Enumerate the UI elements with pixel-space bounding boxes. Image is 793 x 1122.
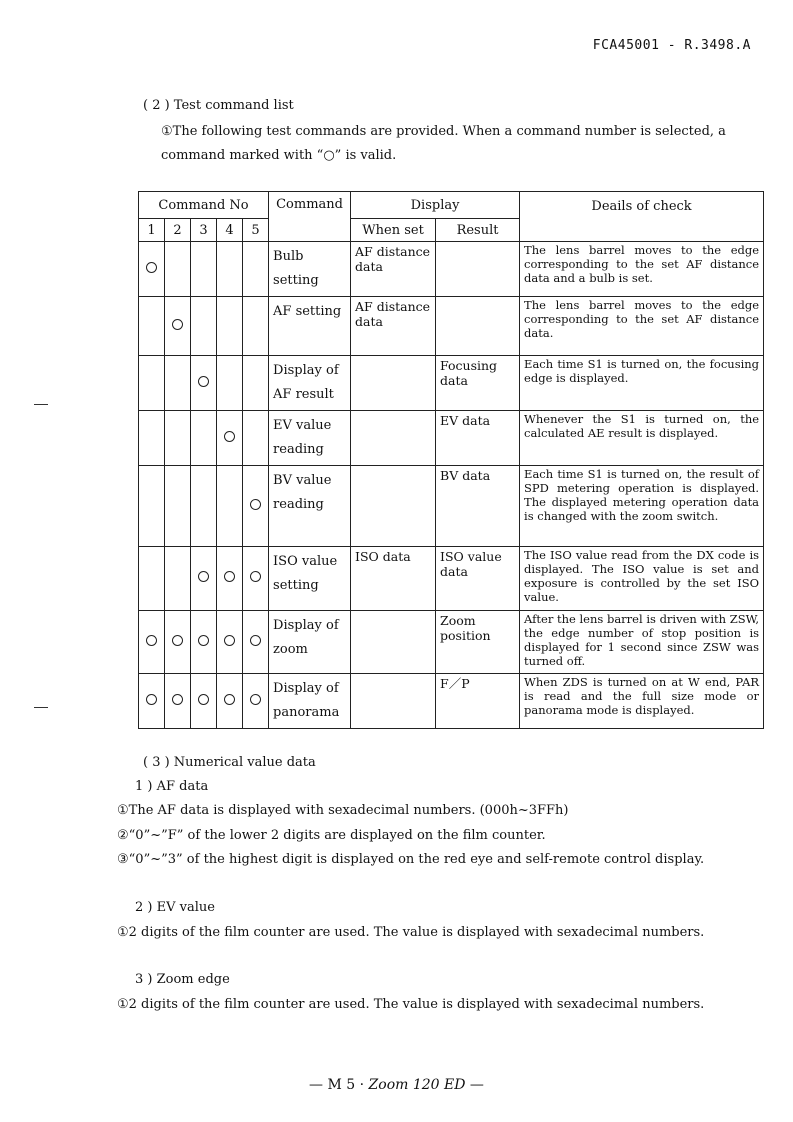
header-num-4: 4 <box>217 219 243 242</box>
table-row <box>139 356 764 411</box>
command-no-cell-1 <box>139 242 165 297</box>
valid-mark-circle <box>250 499 261 510</box>
check-details: After the lens barrel is driven with ZSW, the edge number of stop position is displayed for 1 second since ZSW was turned off. <box>520 611 764 674</box>
section-2-title: ( 2 ) Test command list <box>143 98 294 113</box>
command-no-cell-5 <box>243 242 269 297</box>
when-set-value: AF distance data <box>351 242 436 297</box>
test-command-table <box>138 191 764 729</box>
header-num-1: 1 <box>139 219 165 242</box>
valid-mark-circle <box>250 694 261 705</box>
check-details: Whenever the S1 is turned on, the calculated AE result is displayed. <box>520 411 764 466</box>
valid-mark-circle <box>250 635 261 646</box>
command-name: Bulb setting <box>269 242 351 297</box>
command-no-cell-2 <box>165 611 191 674</box>
when-set-value <box>351 611 436 674</box>
command-no-cell-2 <box>165 356 191 411</box>
command-no-cell-5 <box>243 411 269 466</box>
command-no-cell-5 <box>243 466 269 547</box>
command-no-cell-2 <box>165 411 191 466</box>
command-no-cell-4 <box>217 674 243 729</box>
when-set-value <box>351 466 436 547</box>
command-no-cell-4 <box>217 547 243 611</box>
command-name: Display of AF result <box>269 356 351 411</box>
command-no-cell-3 <box>191 356 217 411</box>
valid-mark-circle <box>224 571 235 582</box>
when-set-value <box>351 356 436 411</box>
check-details: Each time S1 is turned on, the focusing edge is displayed. <box>520 356 764 411</box>
header-command: Command <box>269 192 351 242</box>
header-result: Result <box>436 219 520 242</box>
result-value <box>436 297 520 356</box>
valid-mark-circle <box>146 694 157 705</box>
check-details: The ISO value read from the DX code is displayed. The ISO value is set and exposure is controlled by the set ISO value. <box>520 547 764 611</box>
command-no-cell-1 <box>139 297 165 356</box>
valid-mark-circle <box>198 376 209 387</box>
af-data-item-1: ①The AF data is displayed with sexadecimal numbers. (000h~3FFh) <box>117 803 569 818</box>
table-row <box>139 411 764 466</box>
command-no-cell-5 <box>243 611 269 674</box>
when-set-value: AF distance data <box>351 297 436 356</box>
result-value: EV data <box>436 411 520 466</box>
command-no-cell-3 <box>191 674 217 729</box>
intro-line-2: command marked with “○” is valid. <box>161 148 397 163</box>
command-no-cell-5 <box>243 547 269 611</box>
command-no-cell-3 <box>191 297 217 356</box>
command-no-cell-4 <box>217 411 243 466</box>
when-set-value <box>351 411 436 466</box>
zoom-edge-item: ①2 digits of the film counter are used. The value is displayed with sexadecimal numbers. <box>117 997 705 1012</box>
result-value: ISO value data <box>436 547 520 611</box>
command-name: EV value reading <box>269 411 351 466</box>
valid-mark-circle <box>146 262 157 273</box>
zoom-edge-title: 3 ) Zoom edge <box>135 972 230 987</box>
check-details: When ZDS is turned on at W end, PAR is read and the full size mode or panorama mode is displayed. <box>520 674 764 729</box>
af-data-item-3: ③“0”~”3” of the highest digit is displayed on the red eye and self-remote control display. <box>117 852 705 867</box>
check-details: Each time S1 is turned on, the result of SPD metering operation is displayed. The displayed metering operation data is changed with the zoom switch. <box>520 466 764 547</box>
valid-mark-circle <box>224 694 235 705</box>
command-no-cell-3 <box>191 547 217 611</box>
valid-mark-circle <box>198 571 209 582</box>
command-no-cell-4 <box>217 297 243 356</box>
command-no-cell-1 <box>139 411 165 466</box>
table-row <box>139 674 764 729</box>
header-num-5: 5 <box>243 219 269 242</box>
table-row <box>139 547 764 611</box>
when-set-value: ISO data <box>351 547 436 611</box>
command-no-cell-4 <box>217 466 243 547</box>
command-name: Display of panorama <box>269 674 351 729</box>
command-no-cell-3 <box>191 466 217 547</box>
command-no-cell-1 <box>139 466 165 547</box>
command-no-cell-4 <box>217 611 243 674</box>
command-name: ISO value setting <box>269 547 351 611</box>
valid-mark-circle <box>198 694 209 705</box>
ev-value-item: ①2 digits of the film counter are used. The value is displayed with sexadecimal numbers. <box>117 925 705 940</box>
header-command-no: Command No <box>139 192 269 219</box>
result-value: F／P <box>436 674 520 729</box>
command-no-cell-2 <box>165 242 191 297</box>
footer-model-name: Zoom 120 ED <box>368 1077 466 1093</box>
table-row <box>139 242 764 297</box>
ev-value-title: 2 ) EV value <box>135 900 215 915</box>
table-row <box>139 297 764 356</box>
table-row <box>139 466 764 547</box>
command-no-cell-1 <box>139 611 165 674</box>
valid-mark-circle <box>198 635 209 646</box>
page-footer <box>0 1077 793 1093</box>
header-num-3: 3 <box>191 219 217 242</box>
command-no-cell-4 <box>217 242 243 297</box>
when-set-value <box>351 674 436 729</box>
check-details: The lens barrel moves to the edge corresponding to the set AF distance data and a bulb is set. <box>520 242 764 297</box>
header-when-set: When set <box>351 219 436 242</box>
document-id: FCA45001 - R.3498.A <box>592 38 751 53</box>
result-value: Focusing data <box>436 356 520 411</box>
command-no-cell-4 <box>217 356 243 411</box>
command-no-cell-2 <box>165 547 191 611</box>
command-no-cell-2 <box>165 297 191 356</box>
margin-mark <box>34 404 48 405</box>
command-name: Display of zoom <box>269 611 351 674</box>
valid-mark-circle <box>172 694 183 705</box>
section-3-title: ( 3 ) Numerical value data <box>143 755 316 770</box>
result-value <box>436 242 520 297</box>
table-row <box>139 611 764 674</box>
command-no-cell-1 <box>139 547 165 611</box>
command-no-cell-1 <box>139 356 165 411</box>
valid-mark-circle <box>172 319 183 330</box>
margin-mark <box>34 707 48 708</box>
command-no-cell-3 <box>191 411 217 466</box>
intro-line-1: ①The following test commands are provided. When a command number is selected, a <box>161 124 726 139</box>
header-display: Display <box>351 192 520 219</box>
command-no-cell-2 <box>165 674 191 729</box>
check-details: The lens barrel moves to the edge corresponding to the set AF distance data. <box>520 297 764 356</box>
header-details: Deails of check <box>520 192 764 242</box>
valid-mark-circle <box>146 635 157 646</box>
command-no-cell-5 <box>243 297 269 356</box>
command-no-cell-2 <box>165 466 191 547</box>
footer-suffix: — <box>465 1077 484 1093</box>
command-no-cell-3 <box>191 242 217 297</box>
af-data-title: 1 ) AF data <box>135 779 209 794</box>
valid-mark-circle <box>172 635 183 646</box>
valid-mark-circle <box>250 571 261 582</box>
command-name: BV value reading <box>269 466 351 547</box>
command-no-cell-5 <box>243 356 269 411</box>
footer-page-number: — M 5 · <box>309 1077 369 1093</box>
header-num-2: 2 <box>165 219 191 242</box>
valid-mark-circle <box>224 635 235 646</box>
command-no-cell-3 <box>191 611 217 674</box>
result-value: BV data <box>436 466 520 547</box>
command-no-cell-1 <box>139 674 165 729</box>
valid-mark-circle <box>224 431 235 442</box>
af-data-item-2: ②“0”~”F” of the lower 2 digits are displayed on the film counter. <box>117 828 546 843</box>
result-value: Zoom position <box>436 611 520 674</box>
command-name: AF setting <box>269 297 351 356</box>
command-no-cell-5 <box>243 674 269 729</box>
